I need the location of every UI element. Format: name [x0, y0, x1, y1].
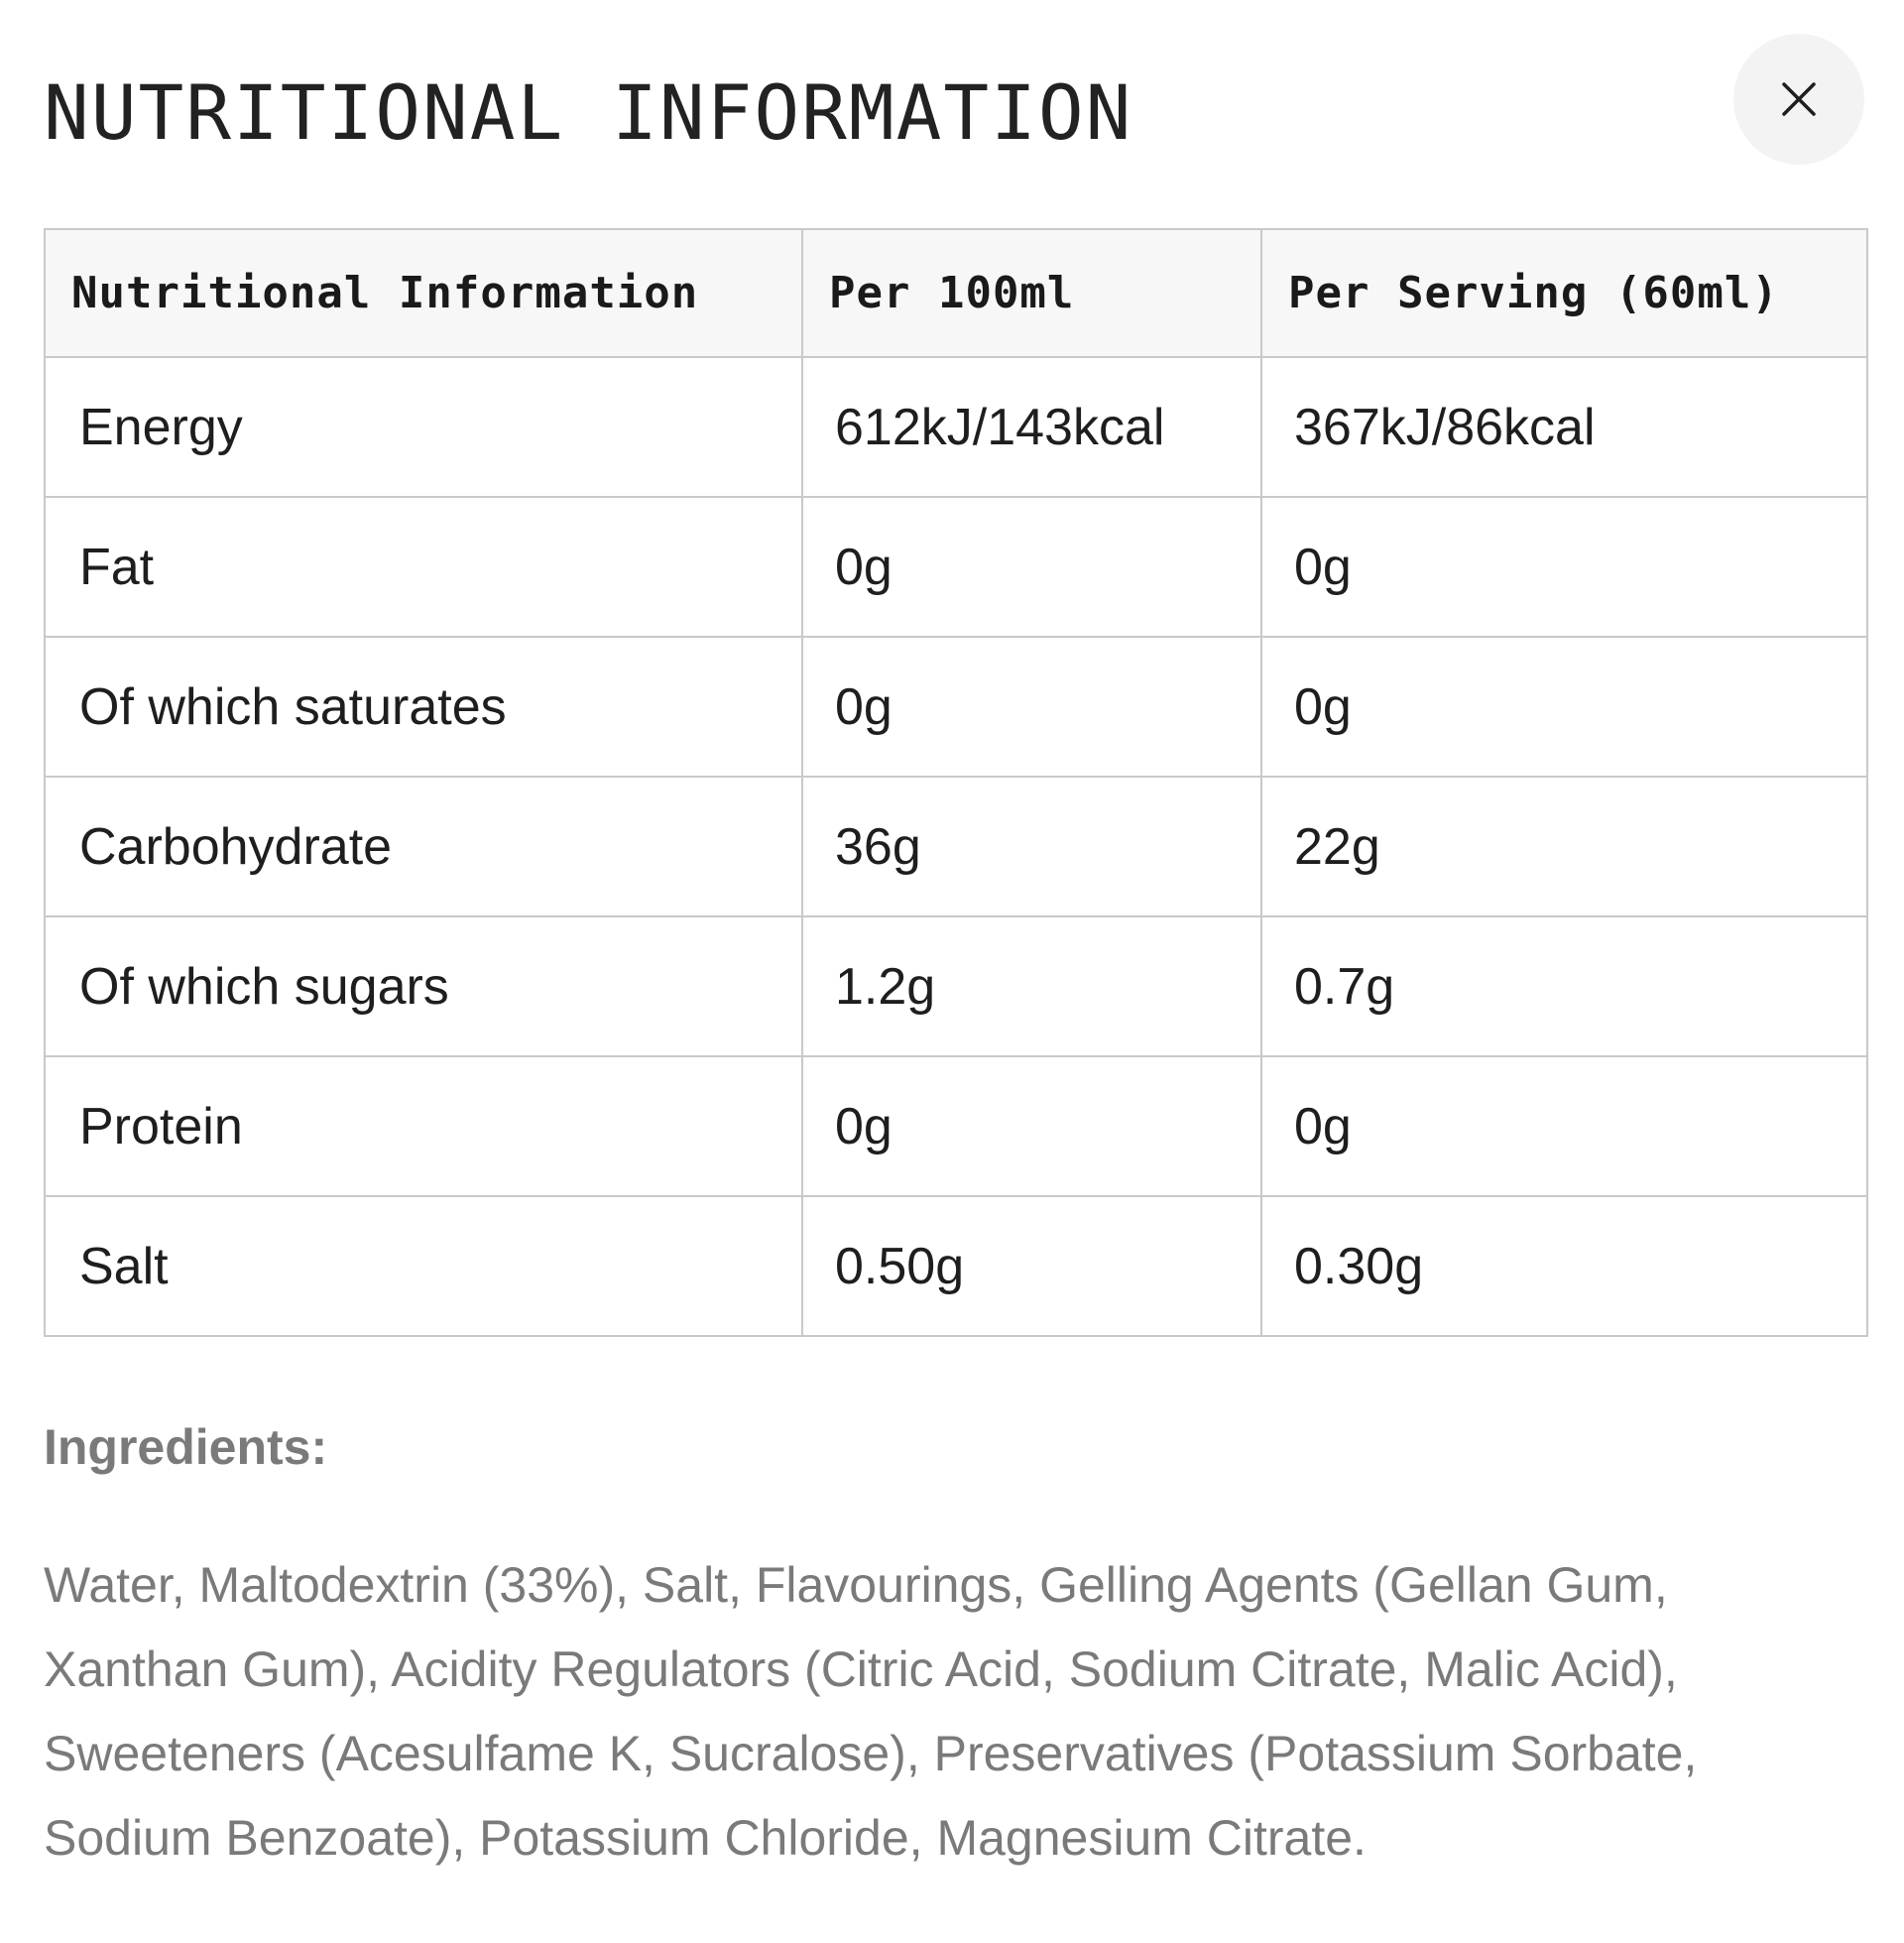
per-serving-value: 0g: [1261, 637, 1867, 777]
per-100ml-value: 1.2g: [802, 916, 1261, 1056]
ingredients-heading: Ingredients:: [44, 1419, 328, 1475]
per-100ml-value: 0g: [802, 1056, 1261, 1196]
per-serving-value: 0g: [1261, 1056, 1867, 1196]
nutrient-name: Energy: [45, 357, 802, 497]
nutrient-name: Of which saturates: [45, 637, 802, 777]
table-header-row: [45, 229, 1867, 357]
table-row: [45, 357, 1867, 497]
nutrient-name: Protein: [45, 1056, 802, 1196]
table-row: [45, 497, 1867, 637]
close-button[interactable]: [1733, 34, 1864, 165]
table-row: [45, 777, 1867, 916]
close-icon: [1781, 81, 1817, 117]
per-serving-value: 0.7g: [1261, 916, 1867, 1056]
table-row: [45, 637, 1867, 777]
table-row: [45, 1056, 1867, 1196]
table-row: [45, 916, 1867, 1056]
nutrient-name: Salt: [45, 1196, 802, 1336]
nutrient-name: Fat: [45, 497, 802, 637]
per-serving-value: 0g: [1261, 497, 1867, 637]
per-serving-value: 22g: [1261, 777, 1867, 916]
per-100ml-value: 0g: [802, 497, 1261, 637]
column-header-per-serving: Per Serving (60ml): [1261, 229, 1867, 357]
modal-title: NUTRITIONAL INFORMATION: [44, 68, 1133, 157]
per-serving-value: 0.30g: [1261, 1196, 1867, 1336]
table-row: [45, 1196, 1867, 1336]
per-100ml-value: 0g: [802, 637, 1261, 777]
nutrient-name: Carbohydrate: [45, 777, 802, 916]
per-serving-value: 367kJ/86kcal: [1261, 357, 1867, 497]
column-header-nutrient: Nutritional Information: [45, 229, 802, 357]
per-100ml-value: 612kJ/143kcal: [802, 357, 1261, 497]
nutrient-name: Of which sugars: [45, 916, 802, 1056]
ingredients-text: Water, Maltodextrin (33%), Salt, Flavourings, Gelling Agents (Gellan Gum, Xanthan Gum), Acidity Regulators (Citric Acid, Sodium Citrate, Malic Acid), Sweeteners (Acesulfame K, Sucralose), Preservatives (Potassium Sorbate, Sodium Benzoate), Potassium Chloride, Magnesium Citrate.: [44, 1557, 1698, 1866]
per-100ml-value: 0.50g: [802, 1196, 1261, 1336]
nutrition-table: [44, 228, 1868, 1337]
per-100ml-value: 36g: [802, 777, 1261, 916]
column-header-per-100ml: Per 100ml: [802, 229, 1261, 357]
